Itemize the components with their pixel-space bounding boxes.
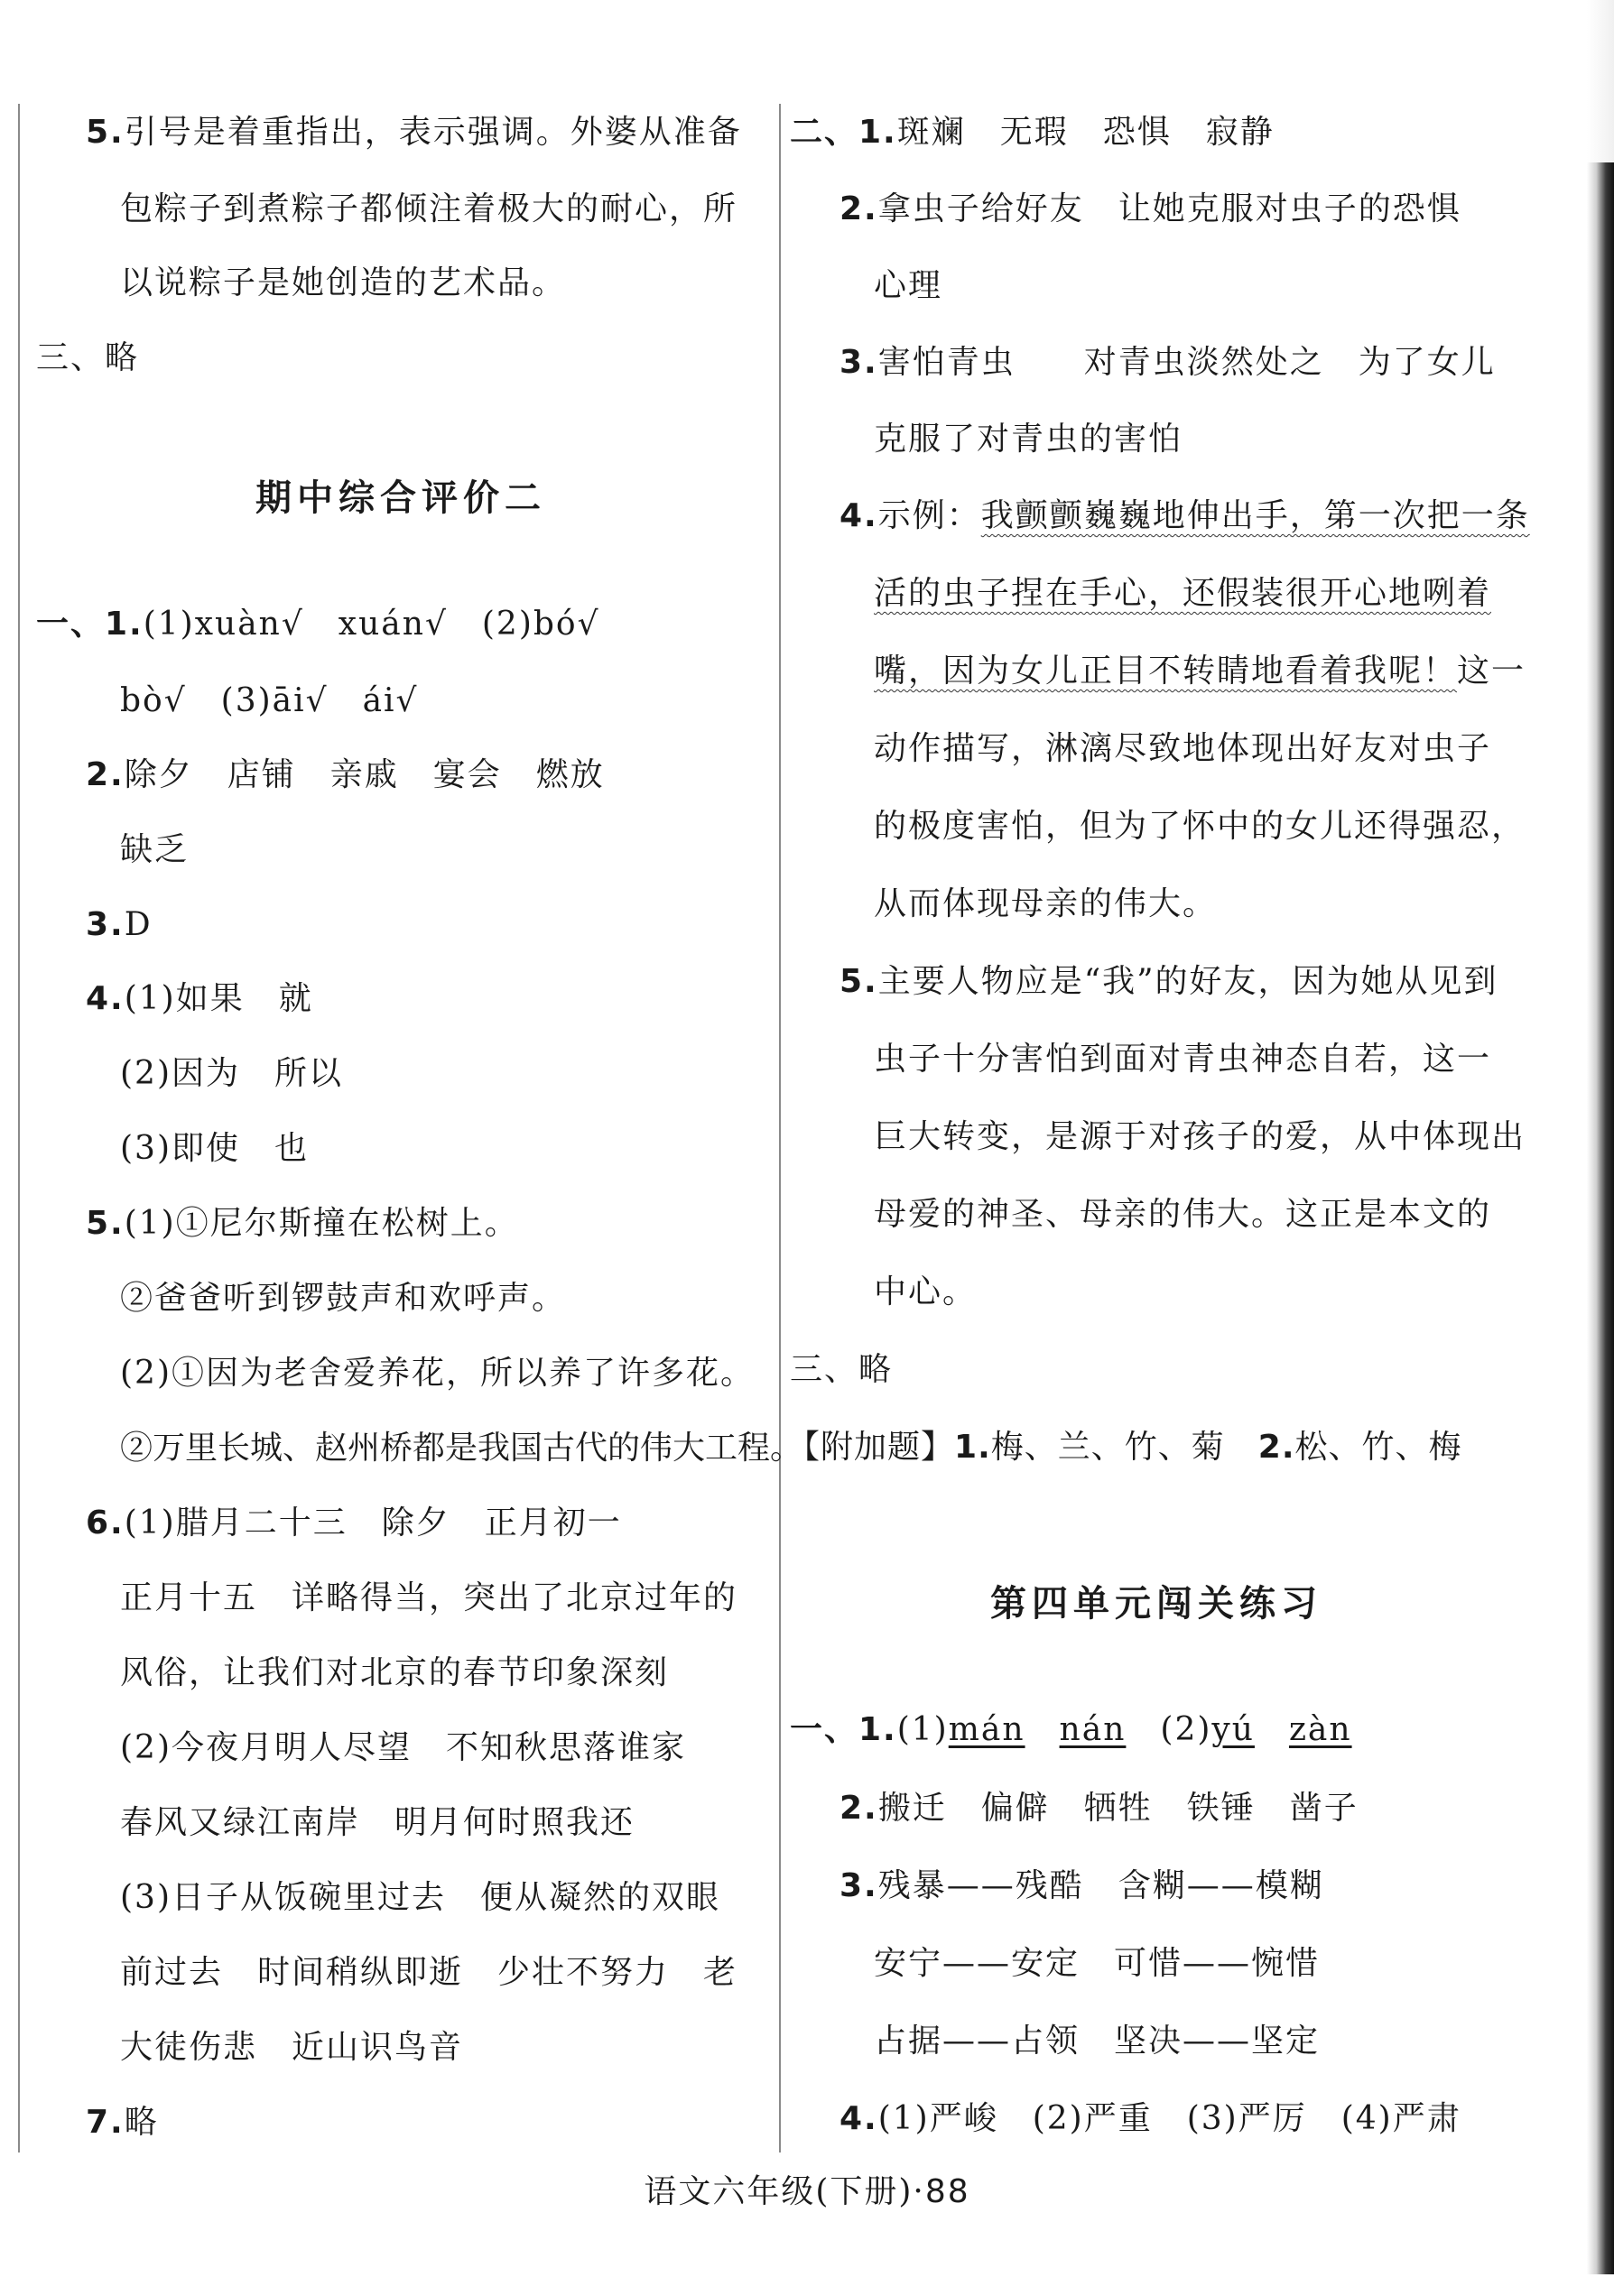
right-q2: 2.拿虫子给好友 让她克服对虫子的恐惧 <box>839 190 1461 227</box>
left-q2: 2.除夕 店铺 亲戚 宴会 燃放 <box>86 756 605 793</box>
answer-line: (2)因为 所以 <box>120 1055 343 1092</box>
left-q3: 3.D <box>86 906 153 943</box>
answer-line: 巨大转变，是源于对孩子的爱，从中体现出 <box>874 1118 1526 1155</box>
page-number: 88 <box>924 2173 970 2210</box>
left-q5b: 5.(1)①尼尔斯撞在松树上。 <box>86 1205 519 1242</box>
answer-line: 动作描写，淋漓尽致地体现出好友对虫子 <box>874 730 1492 767</box>
right-u4-q1: 一、1.(1)mán nán (2)yú zàn <box>790 1711 1352 1748</box>
column-divider <box>779 104 781 2152</box>
answer-line: ②万里长城、赵州桥都是我国古代的伟大工程。 <box>120 1430 803 1467</box>
answer-line: 风俗，让我们对北京的春节印象深刻 <box>120 1654 670 1691</box>
right-s2-q1: 二、1.斑斓 无瑕 恐惧 寂静 <box>790 114 1275 151</box>
answer-line: 以说粽子是她创造的艺术品。 <box>120 264 567 301</box>
answer-line: 虫子十分害怕到面对青虫神态自若，这一 <box>874 1041 1492 1078</box>
section-title-unit4: 第四单元闯关练习 <box>990 1583 1322 1625</box>
answer-line: bò√ (3)āi√ ái√ <box>120 682 419 719</box>
wavy-underlined-quote: 嘴，因为女儿正目不转睛地看着我呢！ <box>874 653 1458 690</box>
left-q6: 6.(1)腊月二十三 除夕 正月初一 <box>86 1504 622 1541</box>
left-q7: 7.略 <box>86 2104 159 2141</box>
answer-line: 春风又绿江南岸 明月何时照我还 <box>120 1804 635 1841</box>
right-q5: 5.主要人物应是“我”的好友，因为她从见到 <box>839 963 1498 1000</box>
page-edge-shadow <box>1587 162 1614 2274</box>
answer-line: 的极度害怕，但为了怀中的女儿还得强忍， <box>874 808 1526 845</box>
page-edge-top <box>1587 0 1614 162</box>
answer-line: 大徒伤悲 近山识鸟音 <box>120 2029 464 2066</box>
left-column-rule <box>18 104 20 2152</box>
right-q3: 3.害怕青虫 对青虫淡然处之 为了女儿 <box>839 344 1496 381</box>
right-q4: 4.示例：我颤颤巍巍地伸出手，第一次把一条 <box>839 497 1530 534</box>
wavy-underlined-quote: 我颤颤巍巍地伸出手，第一次把一条 <box>980 497 1530 534</box>
answer-line: 包粽子到煮粽子都倾注着极大的耐心，所 <box>120 190 738 227</box>
answer-line: 中心。 <box>874 1273 978 1310</box>
answer-line: 前过去 时间稍纵即逝 少壮不努力 老 <box>120 1954 738 1991</box>
answer-line: (2)今夜月明人尽望 不知秋思落谁家 <box>120 1729 686 1766</box>
page-footer: 语文六年级(下册)·88 <box>644 2173 970 2210</box>
answer-line: ②爸爸听到锣鼓声和欢呼声。 <box>120 1280 567 1317</box>
left-q4: 4.(1)如果 就 <box>86 980 313 1017</box>
answer-line: (3)日子从饭碗里过去 便从凝然的双眼 <box>120 1879 720 1916</box>
right-u4-q4: 4.(1)严峻 (2)严重 (3)严厉 (4)严肃 <box>839 2100 1461 2137</box>
left-s1-q1: 一、1.(1)xuàn√ xuán√ (2)bó√ <box>36 606 600 643</box>
right-u4-q3: 3.残暴——残酷 含糊——模糊 <box>839 1867 1324 1904</box>
section-three: 三、略 <box>36 339 140 376</box>
answer-line: 母爱的神圣、母亲的伟大。这正是本文的 <box>874 1196 1492 1233</box>
wavy-underlined-quote: 活的虫子捏在手心，还假装很开心地咧着 <box>874 575 1492 612</box>
answer-line: 从而体现母亲的伟大。 <box>874 885 1218 922</box>
section-title-midterm: 期中综合评价二 <box>255 477 546 519</box>
section-three-right: 三、略 <box>790 1351 894 1388</box>
answer-line: 安宁——安定 可惜——惋惜 <box>874 1945 1321 1982</box>
answer-line: 缺乏 <box>120 831 190 868</box>
bonus-question: 【附加题】1.梅、兰、竹、菊 2.松、竹、梅 <box>787 1429 1462 1466</box>
right-u4-q2: 2.搬迁 偏僻 牺牲 铁锤 凿子 <box>839 1790 1359 1827</box>
answer-line: (3)即使 也 <box>120 1130 309 1167</box>
answer-line <box>874 574 1491 614</box>
left-q5: 5.引号是着重指出，表示强调。外婆从准备 <box>86 114 742 151</box>
answer-line: 占据——占领 坚决——坚定 <box>874 2023 1321 2060</box>
answer-line: 嘴，因为女儿正目不转睛地看着我呢！这一 <box>874 653 1526 690</box>
answer-line: 克服了对青虫的害怕 <box>874 421 1183 458</box>
answer-line: (2)①因为老舍爱养花，所以养了许多花。 <box>120 1355 755 1392</box>
answer-line: 正月十五 详略得当，突出了北京过年的 <box>120 1579 738 1616</box>
answer-line: 心理 <box>874 267 943 304</box>
